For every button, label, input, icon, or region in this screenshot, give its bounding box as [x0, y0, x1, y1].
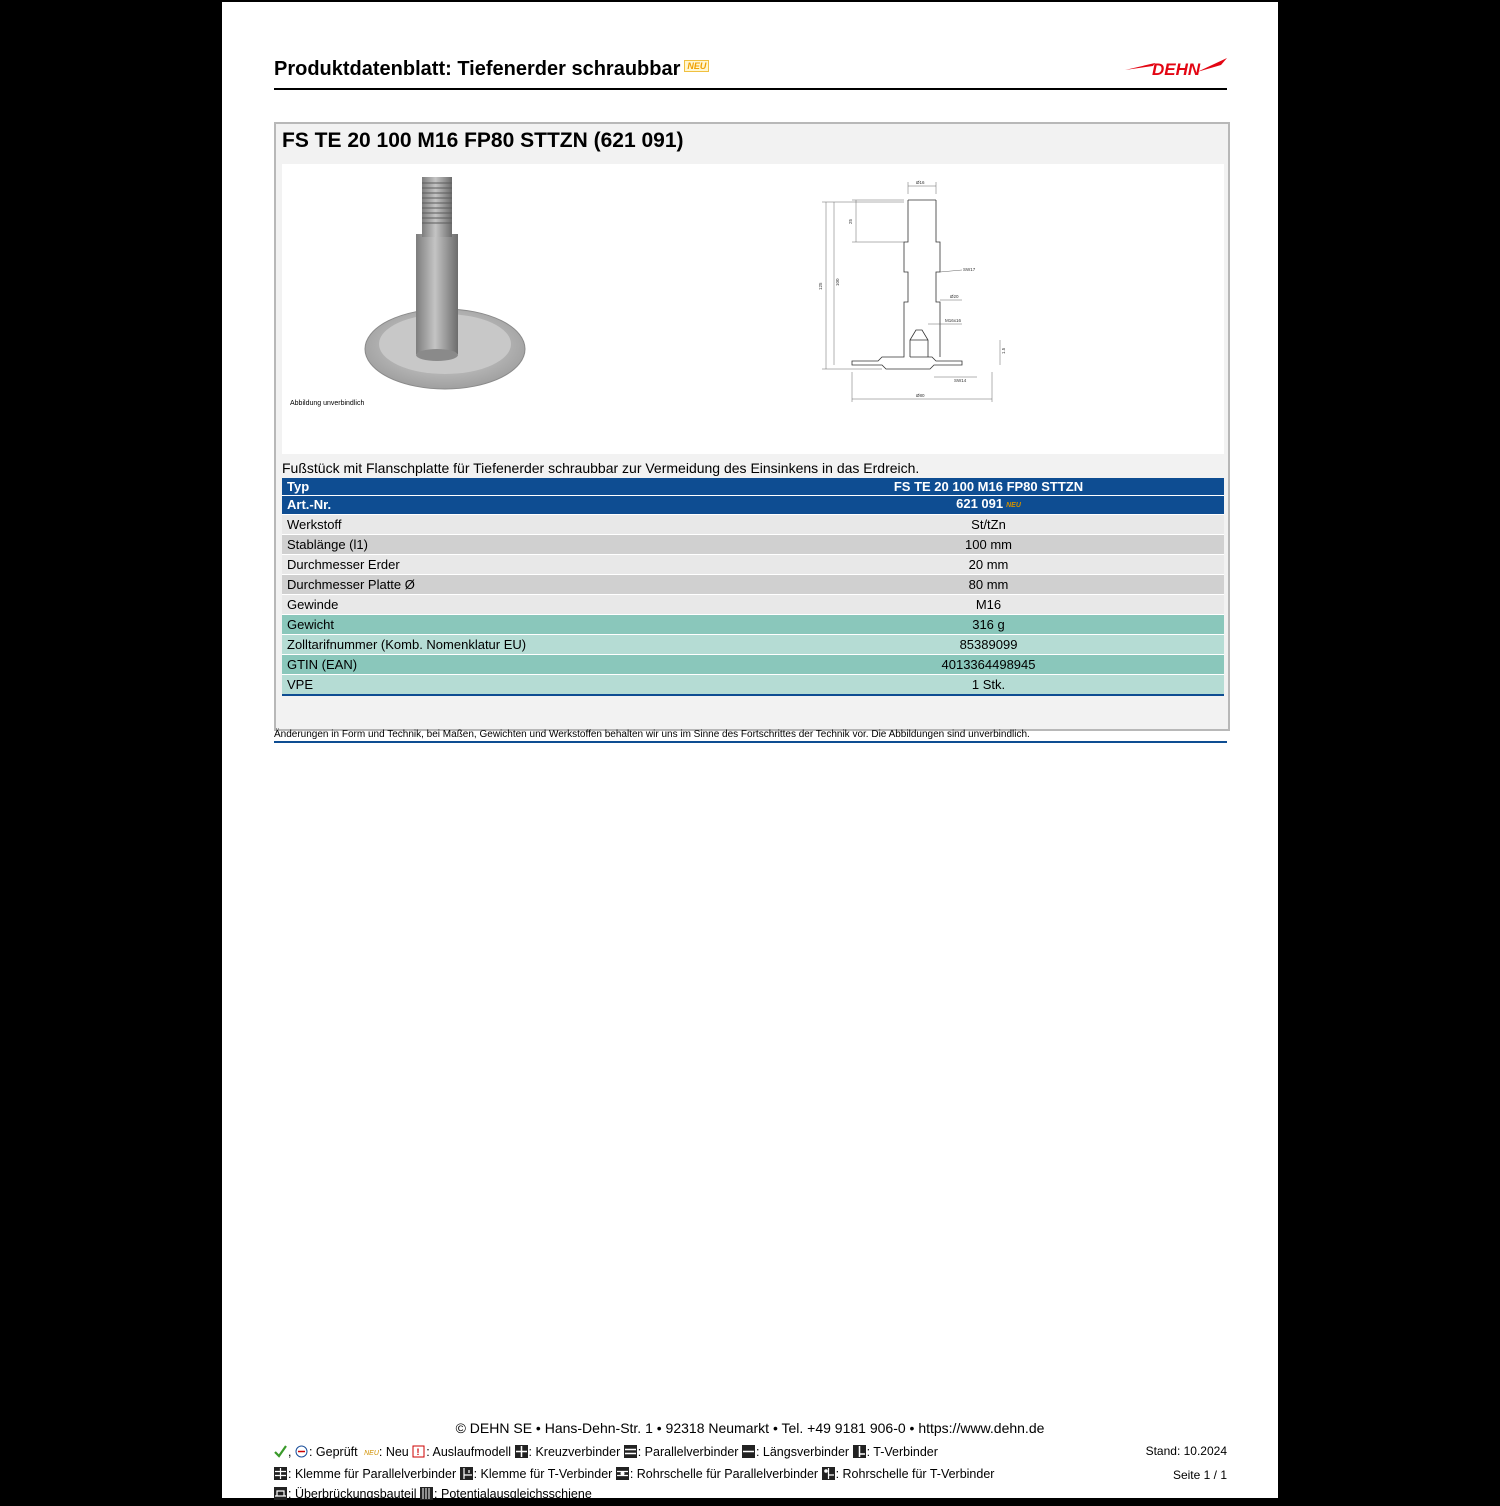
svg-text:Ø80: Ø80 — [916, 393, 925, 398]
svg-text:DEHN: DEHN — [1152, 60, 1201, 79]
issue-date: Stand: 10.2024 — [1145, 1444, 1227, 1458]
row-value: 20 mm — [753, 555, 1224, 575]
page-title: Produktdatenblatt: Tiefenerder schraubbar NEU — [274, 58, 709, 81]
svg-text:!: ! — [416, 1447, 420, 1457]
row-label: Stablänge (l1) — [282, 535, 753, 555]
new-badge: NEU — [684, 60, 709, 72]
discontinued-icon — [412, 1444, 425, 1457]
table-row — [282, 615, 1224, 635]
type-row — [282, 478, 1224, 496]
article-number-label: Art.-Nr. — [282, 496, 753, 515]
product-description: Fußstück mit Flanschplatte für Tiefenerder schraubbar zur Vermeidung des Einsinkens in das Erdreich. — [282, 460, 920, 476]
image-area — [282, 164, 1224, 454]
footer-meta — [1146, 1439, 1227, 1487]
clamp-t-icon — [460, 1466, 473, 1479]
article-number-value: 621 091 — [956, 496, 1004, 511]
pipe-clamp-t-icon — [822, 1466, 835, 1479]
svg-text:SW14: SW14 — [954, 378, 967, 383]
spec-table — [282, 478, 1224, 696]
row-value: M16 — [753, 595, 1224, 615]
row-value: 4013364498945 — [753, 655, 1224, 675]
pipe-clamp-parallel-icon — [616, 1466, 629, 1479]
longitudinal-connector-icon — [742, 1444, 755, 1457]
row-value: 1 Stk. — [753, 675, 1224, 696]
clamp-parallel-icon — [274, 1466, 287, 1479]
table-row — [282, 515, 1224, 535]
checkmark-icon — [274, 1444, 287, 1457]
svg-text:M16x16: M16x16 — [945, 318, 962, 323]
image-caption: Abbildung unverbindlich — [290, 400, 365, 407]
svg-text:Ø20: Ø20 — [950, 294, 959, 299]
table-row — [282, 675, 1224, 696]
row-value: 316 g — [753, 615, 1224, 635]
equipotential-bar-icon — [420, 1486, 433, 1499]
table-row — [282, 655, 1224, 675]
product-title: FS TE 20 100 M16 FP80 STTZN (621 091) — [282, 129, 684, 152]
page-header — [274, 58, 1227, 90]
article-number-row — [282, 496, 1224, 515]
svg-text:SW17: SW17 — [963, 267, 976, 272]
cross-connector-icon — [515, 1444, 528, 1457]
technical-drawing — [812, 172, 1012, 407]
legend-line-3: : Überbrückungsbauteil : Potentialausgleichsschiene — [274, 1484, 1074, 1504]
row-label: GTIN (EAN) — [282, 655, 753, 675]
svg-text:Ø16: Ø16 — [916, 180, 925, 185]
bridging-icon — [274, 1486, 287, 1499]
table-row — [282, 535, 1224, 555]
row-label: Werkstoff — [282, 515, 753, 535]
row-label: Zolltarifnummer (Komb. Nomenklatur EU) — [282, 635, 753, 655]
row-value: 80 mm — [753, 575, 1224, 595]
type-value: FS TE 20 100 M16 FP80 STTZN — [753, 478, 1224, 496]
table-row — [282, 595, 1224, 615]
table-row — [282, 555, 1224, 575]
svg-text:100: 100 — [835, 278, 840, 286]
disclaimer: Änderungen in Form und Technik, bei Maßen, Gewichten und Werkstoffen behalten wir uns im Sinne des Fortschrittes der Technik vor. Die Abbildungen sind unverbindlich. — [274, 729, 1227, 743]
svg-text:125: 125 — [818, 282, 823, 290]
legend-line-2: : Klemme für Parallelverbinder : Klemme für T-Verbinder : Rohrschelle für Parallelverbinder : Rohrschelle für T-Verbinder — [274, 1464, 1074, 1484]
type-label: Typ — [282, 478, 753, 496]
row-label: Durchmesser Erder — [282, 555, 753, 575]
datasheet-page — [222, 2, 1278, 1501]
row-value: 100 mm — [753, 535, 1224, 555]
page-number: Seite 1 / 1 — [1172, 1468, 1227, 1482]
dehn-logo — [1125, 54, 1227, 84]
parallel-connector-icon — [624, 1444, 637, 1457]
product-photo — [360, 169, 530, 399]
product-card — [274, 122, 1230, 731]
row-label: Gewicht — [282, 615, 753, 635]
t-connector-icon — [853, 1444, 866, 1457]
row-value: St/tZn — [753, 515, 1224, 535]
table-row — [282, 635, 1224, 655]
article-number-cell — [753, 496, 1224, 515]
row-label: Durchmesser Platte Ø — [282, 575, 753, 595]
table-row — [282, 575, 1224, 595]
new-badge-legend: NEU — [364, 1450, 379, 1457]
svg-text:25: 25 — [848, 218, 853, 224]
circle-minus-icon — [295, 1444, 308, 1457]
legend-line-1: , : Geprüft NEU: Neu ! : Auslaufmodell : Kreuzverbinder : Parallelverbinder : Längsverbinder : T-Verbinder — [274, 1442, 1074, 1464]
row-value: 85389099 — [753, 635, 1224, 655]
row-label: Gewinde — [282, 595, 753, 615]
symbol-legend — [274, 1442, 1074, 1504]
company-footer: © DEHN SE • Hans-Dehn-Str. 1 • 92318 Neumarkt • Tel. +49 9181 906-0 • https://www.dehn.de — [455, 1420, 1045, 1436]
row-label: VPE — [282, 675, 753, 696]
svg-text:1.5: 1.5 — [1001, 347, 1006, 354]
new-badge-small: NEU — [1006, 502, 1021, 509]
